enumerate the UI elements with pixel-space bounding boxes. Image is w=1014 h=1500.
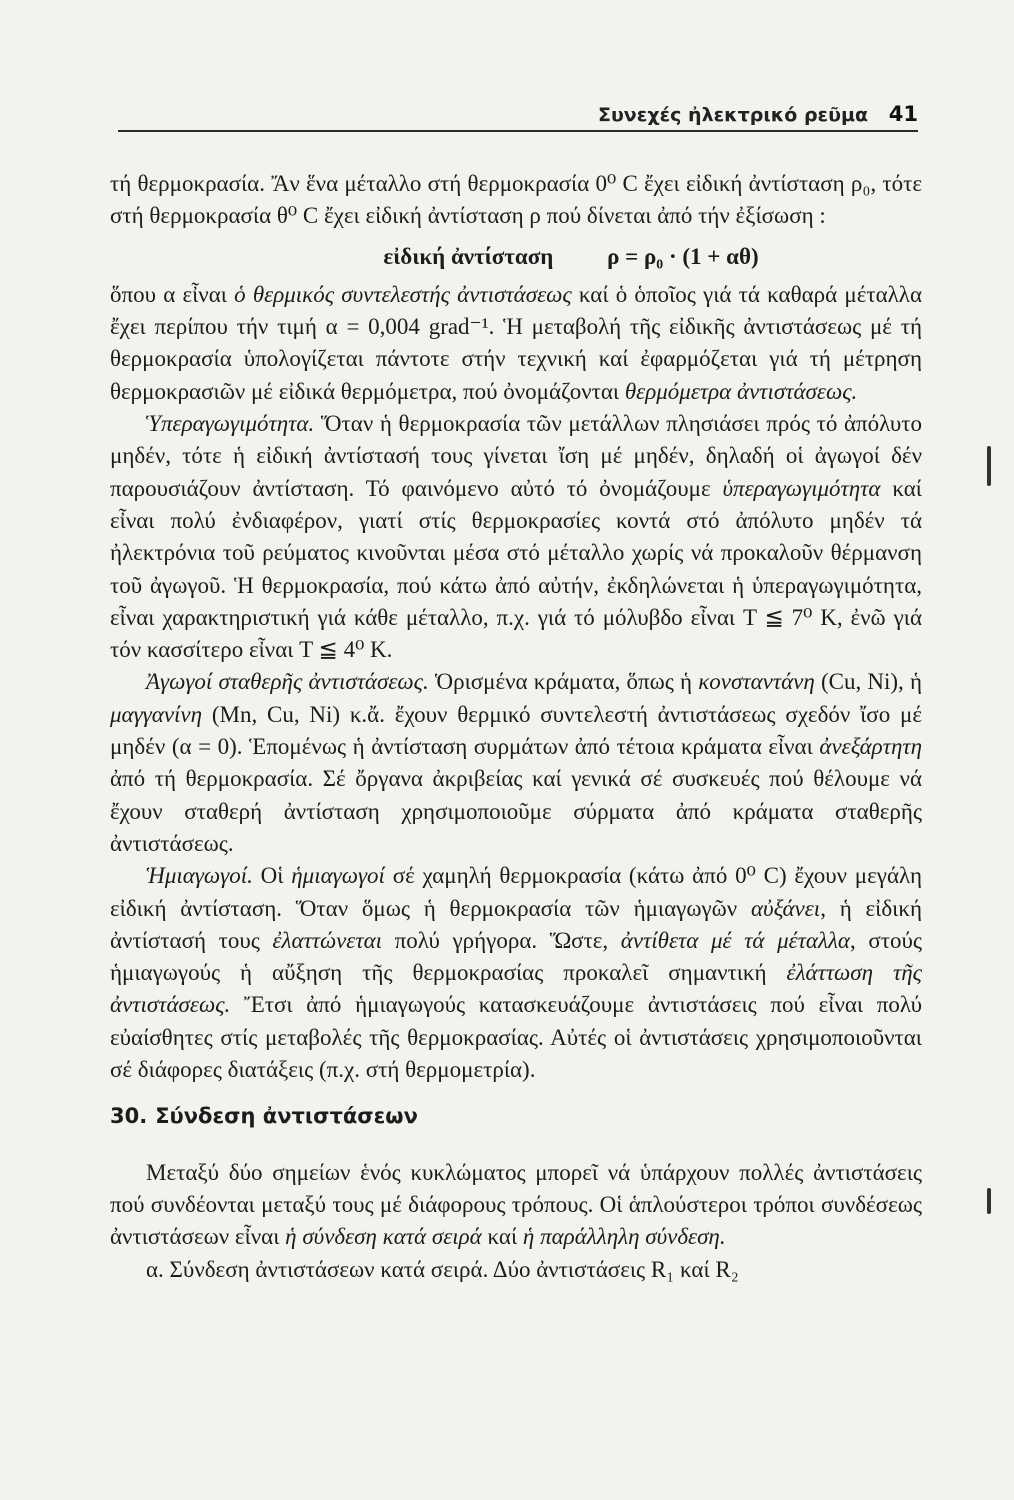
page-header: [118, 100, 918, 132]
term-independent: ἀνεξάρτητη: [819, 734, 922, 760]
heading-constant-resistance: Ἀγωγοί σταθερῆς ἀντιστάσεως.: [146, 669, 429, 695]
term-superconductivity: ὑπεραγωγιμότητα: [722, 475, 881, 501]
text-span: σέ χαμηλή θερμοκρασία (κάτω ἀπό 0⁰ C) ἔχουν μεγάλη εἰδική ἀντίσταση. Ὅταν ὅμως ἡ θερμοκρασία τῶν ἡμιαγωγῶν: [110, 863, 922, 921]
term-decreases: ἐλαττώνεται: [272, 927, 383, 953]
term-constantan: κονσταντάνη: [698, 669, 815, 695]
section-heading: [110, 1100, 922, 1132]
text-span: Μεταξύ δύο σημείων ἑνός κυκλώματος μπορεῖ νά ὑπάρχουν πολλές ἀντιστάσεις πού συνδέονται μεταξύ τους μέ διάφορους τρόπους. Οἱ ἁπλούστεροι τρόποι συνδέσεως ἀντιστάσεων εἶναι: [110, 1159, 922, 1250]
margin-mark: [987, 446, 991, 486]
resistivity-formula: [110, 241, 922, 273]
term-manganin: μαγγανίνη: [110, 701, 203, 727]
margin-mark: [987, 1188, 991, 1214]
text-span: (Mn, Cu, Ni) κ.ἄ. ἔχουν θερμικό συντελεστή ἀντιστάσεως σχεδόν ἴσο μέ μηδέν (α = 0). Ἑπομένως ἡ ἀντίσταση συρμάτων ἀπό τέτοια κράματα εἶναι: [110, 701, 922, 760]
term-series-connection: ἡ σύνδεση κατά σειρά: [285, 1224, 482, 1250]
text-span: , ἡ εἰδική ἀντίστασή τους: [110, 895, 922, 953]
paragraph-superconductivity: [110, 408, 922, 666]
heading-superconductivity: Ὑπεραγωγιμότητα.: [146, 411, 315, 437]
paragraph-semiconductors: [110, 860, 922, 1086]
paragraph-constant-resistance: [110, 666, 922, 860]
text-span: , στούς ἡμιαγωγούς ἡ αὔξηση τῆς θερμοκρασίας προκαλεῖ σημαντική: [110, 927, 922, 986]
text-span: Οἱ: [252, 863, 292, 889]
formula-label: εἰδική ἀντίσταση: [383, 243, 554, 269]
paragraph-intro-text: τή θερμοκρασία. Ἄν ἕνα μέταλλο στή θερμοκρασία 0⁰ C ἔχει εἰδική ἀντίσταση ρ₀, τότε στή θερμοκρασία θ⁰ C ἔχει εἰδική ἀντίσταση ρ πού δίνεται ἀπό τήν ἐξίσωση :: [110, 171, 922, 229]
term-contrary-to-metals: ἀντίθετα μέ τά μέταλλα: [620, 927, 850, 953]
page-number: 41: [888, 102, 918, 126]
text-span: καί: [481, 1224, 523, 1250]
heading-semiconductors: Ἡμιαγωγοί.: [146, 863, 253, 889]
paragraph-thermal-coefficient: [110, 279, 922, 408]
running-head: Συνεχές ἠλεκτρικό ρεῦμα: [598, 104, 868, 126]
formula-equation: ρ = ρ₀ · (1 + αθ): [607, 243, 759, 269]
paragraph-connection-intro: [110, 1157, 922, 1254]
term-semiconductors: ἡμιαγωγοί: [291, 863, 385, 889]
term-resistance-thermometers: θερμόμετρα ἀντιστάσεως.: [624, 378, 858, 404]
term-parallel-connection: ἡ παράλληλη σύνδεση.: [522, 1224, 726, 1250]
text-span: (Cu, Ni), ἡ: [814, 669, 923, 695]
series-connection-text: α. Σύνδεση ἀντιστάσεων κατά σειρά. Δύο ἀντιστάσεις R₁ καί R₂: [146, 1256, 739, 1282]
text-span: καί εἶναι πολύ ἐνδιαφέρον, γιατί στίς θερμοκρασίες κοντά στό ἀπόλυτο μηδέν τά ἠλεκτρόνια τοῦ ρεύματος κινοῦνται μέσα στό μέταλλο χωρίς νά προκαλοῦν θέρμανση τοῦ ἀγωγοῦ. Ἡ θερμοκρασία, πού κάτω ἀπό αὐτήν, ἐκδηλώνεται ἡ ὑπεραγωγιμότητα, εἶναι χαρακτηριστική γιά κάθε μέταλλο, π.χ. γιά τό μόλυβδο εἶναι T ≦ 7⁰ K, ἐνῶ γιά τόν κασσίτερο εἶναι T ≦ 4⁰ K.: [110, 475, 922, 663]
text-span: Ὅταν ἡ θερμοκρασία τῶν μετάλλων πλησιάσει πρός τό ἀπόλυτο μηδέν, τότε ἡ εἰδική ἀντίστασή τους γίνεται ἴση μέ μηδέν, δηλαδή οἱ ἀγωγοί δέν παρουσιάζουν ἀντίσταση. Τό φαινόμενο αὐτό τό ὀνομάζουμε: [110, 411, 922, 501]
text-span: Ὁρισμένα κράματα, ὅπως ἡ: [428, 669, 699, 695]
term-thermal-coefficient: ὁ θερμικός συντελεστής ἀντιστάσεως: [234, 281, 572, 307]
body-text: [110, 168, 922, 1286]
text-span: καί ὁ ὁποῖος γιά τά καθαρά μέταλλα ἔχει περίπου τήν τιμή α = 0,004 grad⁻¹. Ἡ μεταβολή τῆς εἰδικῆς ἀντιστάσεως μέ τή θερμοκρασία ὑπολογίζεται πάντοτε στήν τεχνική καί ἐφαρμόζεται γιά τή μέτρηση θερμοκρασιῶν μέ εἰδικά θερμόμετρα, πού ὀνομάζονται: [110, 281, 922, 404]
text-span: ἀπό τή θερμοκρασία. Σέ ὄργανα ἀκριβείας καί γενικά σέ συσκευές πού θέλουμε νά ἔχουν σταθερή ἀντίσταση χρησιμοποιοῦμε σύρματα ἀπό κράματα σταθερῆς ἀντιστάσεως.: [110, 766, 922, 856]
text-span: ὅπου α εἶναι: [110, 281, 235, 307]
section-number: 30.: [110, 1104, 148, 1129]
text-span: Ἔτσι ἀπό ἡμιαγωγούς κατασκευάζουμε ἀντιστάσεις πού εἶναι πολύ εὐαίσθητες στίς μεταβολές τῆς θερμοκρασίας. Αὐτές οἱ ἀντιστάσεις χρησιμοποιοῦνται σέ διάφορες διατάξεις (π.χ. στή θερμομετρία).: [110, 992, 922, 1083]
paragraph-intro: [110, 168, 922, 233]
term-resistance-decrease: ἐλάττωση τῆς ἀντιστάσεως.: [110, 960, 922, 1018]
section-title: Σύνδεση ἀντιστάσεων: [155, 1104, 418, 1129]
text-span: πολύ γρήγορα. Ὥστε,: [382, 927, 621, 953]
paragraph-series-connection: [110, 1254, 922, 1286]
term-increases: αὐξάνει: [750, 895, 821, 921]
